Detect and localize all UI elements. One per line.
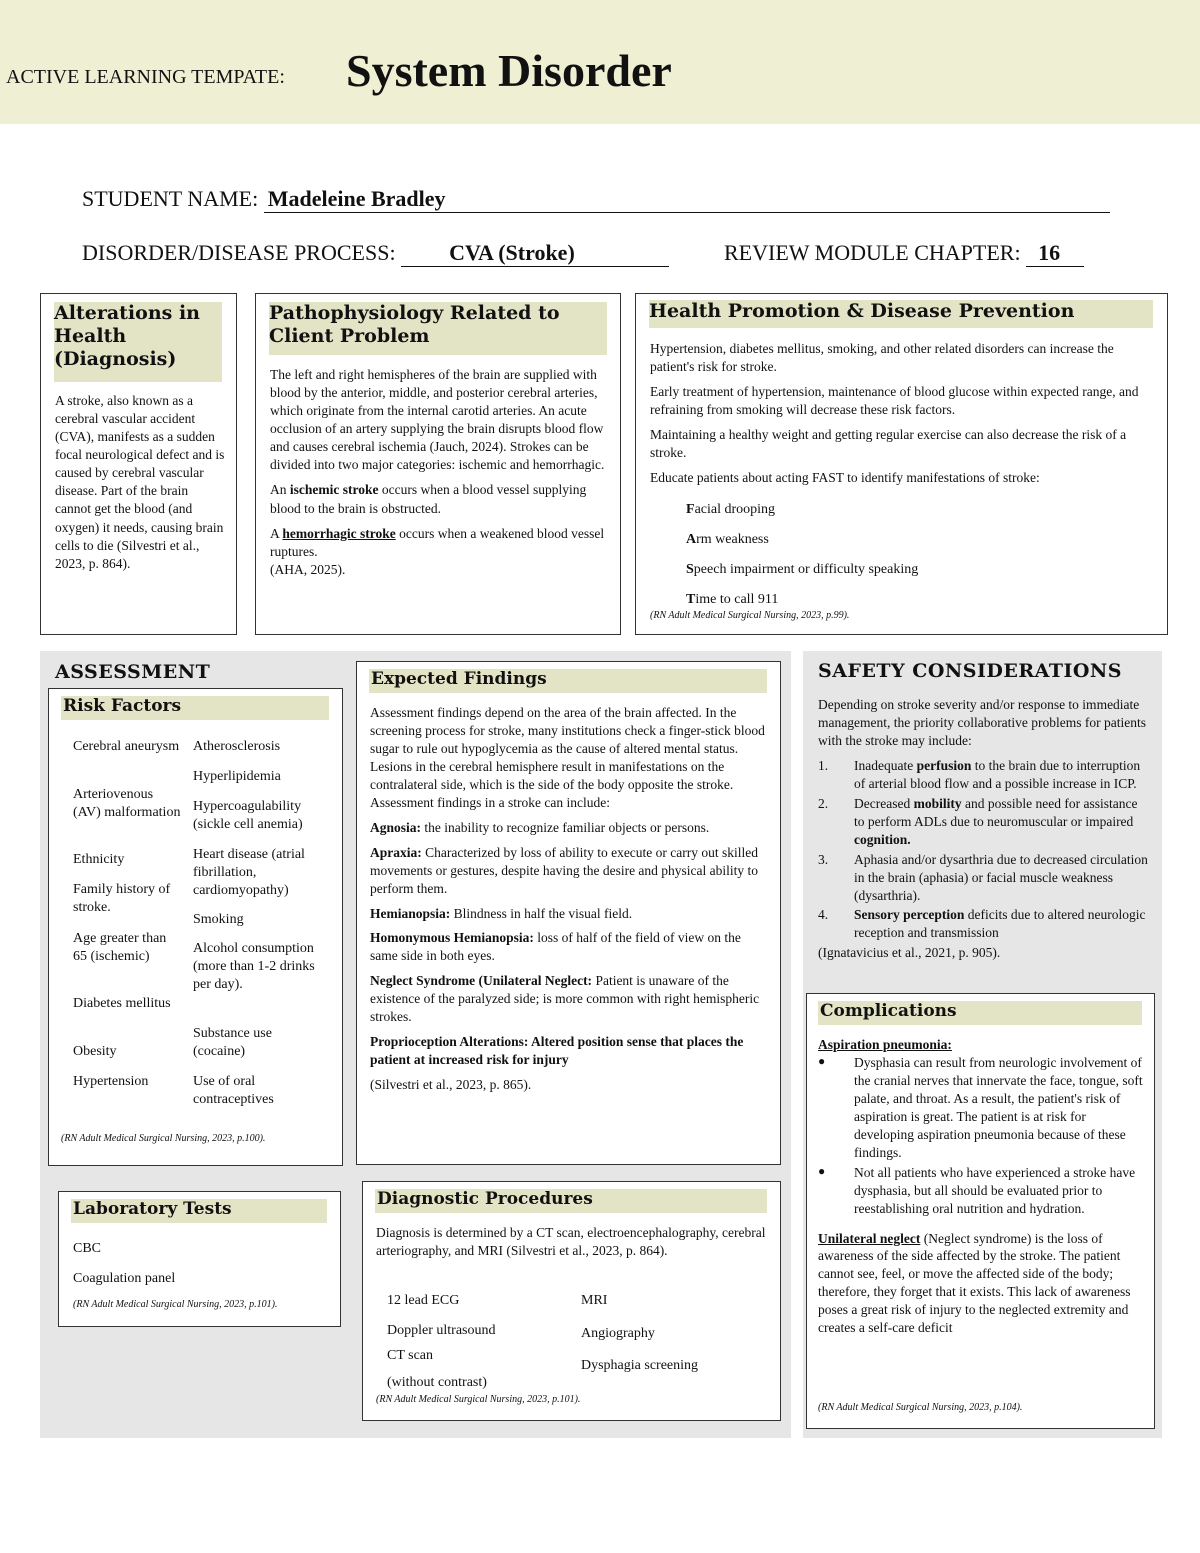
lab-coagulation-panel: Coagulation panel — [73, 1271, 176, 1286]
risk-diabetes: Diabetes mellitus — [73, 996, 171, 1011]
risk-cerebral-aneurysm: Cerebral aneurysm — [73, 739, 180, 754]
complications-box — [806, 993, 1155, 1429]
alterations-body: A stroke, also known as a cerebral vascular accident (CVA), manifests as a sudden focal neurological defect and is caused by cerebral vascular disease. Part of the brain cannot get the blood (and oxygen) it needs, causing brain cells to die (Silvestri et al., 2023, p. 864). — [55, 393, 225, 571]
fast-item-t: Time to call 911 — [686, 592, 779, 607]
risk-age: Age greater than 65 (ischemic) — [73, 931, 167, 965]
diagnostic-procedures-title: Diagnostic Procedures — [375, 1189, 767, 1213]
patho-citation: (AHA, 2025). — [270, 561, 346, 577]
risk-citation: (RN Adult Medical Surgical Nursing, 2023, p.100). — [61, 1133, 266, 1144]
lab-citation: (RN Adult Medical Surgical Nursing, 2023, p.101). — [73, 1299, 278, 1310]
chapter-label: REVIEW MODULE CHAPTER: — [724, 240, 1021, 265]
patho-paragraph-1: The left and right hemispheres of the brain are supplied with blood by the anterior, middle, and posterior cerebral arteries, which originate from the internal carotid arteries. An acute occlusion of an artery supplying the brain disrupts blood flow and causes cerebral ischemia (Jauch, 2024). Strokes can be divided into two major categories: ischemic and hemorrhagic. — [270, 367, 605, 473]
safety-item-3: 3. Aphasia and/or dysarthria due to decreased circulation in the brain (aphasia) or facial muscle weakness (dysarthria). — [818, 851, 1148, 903]
risk-ethnicity: Ethnicity — [73, 852, 125, 867]
unilateral-neglect-paragraph: Unilateral neglect (Neglect syndrome) is the loss of awareness of the side affected by the stroke. The patient cannot see, feel, or move the affected side of the body; therefore, they forget that it exists. This lack of awareness poses a great risk of injury to the neglected extremity and creates a self-care deficit — [818, 1230, 1131, 1336]
aspiration-bullet-1: ● Dysphasia can result from neurologic involvement of the cranial nerves that innervate the face, tongue, soft palate, and throat. As a result, the patient's risk of aspiration is great. The patient is at risk for developing aspiration pneumonia because of these findings. — [818, 1053, 1143, 1160]
page-title: System Disorder — [346, 45, 672, 96]
pathophysiology-box — [255, 293, 621, 635]
finding-agnosia: Agnosia: the inability to recognize familiar objects or persons. — [370, 819, 710, 835]
hemorrhagic-term: hemorrhagic stroke — [282, 525, 396, 541]
expected-intro: Assessment findings depend on the area of the brain affected. In the screening process for stroke, many institutions check a finger-stick blood sugar to rule out hypoglycemia as the cause of altered mental status. Lesions in the cerebral hemisphere result in manifestations on the contralateral side, which is the side of the body opposite the stroke. Assessment findings in a stroke can include: — [370, 705, 765, 810]
risk-av-malformation: Arteriovenous (AV) malformation — [73, 787, 181, 821]
health-citation: (RN Adult Medical Surgical Nursing, 2023, p.99). — [650, 610, 850, 621]
fast-item-a: Arm weakness — [686, 532, 769, 547]
risk-substance-use: Substance use (cocaine) — [193, 1026, 272, 1060]
diag-mri: MRI — [581, 1293, 608, 1308]
safety-body — [818, 696, 1150, 962]
disorder-row — [82, 240, 669, 267]
diagnostic-citation: (RN Adult Medical Surgical Nursing, 2023, p.101). — [376, 1394, 581, 1405]
risk-smoking: Smoking — [193, 912, 244, 927]
patho-paragraph-2: An ischemic stroke occurs when a blood vessel supplying blood to the brain is obstructed. — [270, 482, 587, 516]
chapter-row — [724, 240, 1084, 267]
complications-citation: (RN Adult Medical Surgical Nursing, 2023, p.104). — [818, 1402, 1023, 1413]
health-paragraph-3: Maintaining a healthy weight and getting regular exercise can also decrease the risk of a stroke. — [650, 427, 1127, 461]
health-paragraph-2: Early treatment of hypertension, maintenance of blood glucose within expected range, and refraining from smoking will decrease these risk factors. — [650, 384, 1139, 418]
risk-obesity: Obesity — [73, 1044, 117, 1059]
template-prefix: ACTIVE LEARNING TEMPATE: — [6, 66, 285, 88]
safety-list — [818, 757, 1150, 943]
risk-hyperlipidemia: Hyperlipidemia — [193, 769, 281, 784]
ischemic-term: ischemic stroke — [289, 482, 379, 498]
health-paragraph-1: Hypertension, diabetes mellitus, smoking, and other related disorders can increase the patient's risk for stroke. — [650, 341, 1114, 375]
alterations-title: Alterations in Health (Diagnosis) — [54, 302, 222, 382]
safety-title: SAFETY CONSIDERATIONS — [818, 660, 1123, 682]
expected-citation: (Silvestri et al., 2023, p. 865). — [370, 1077, 532, 1093]
safety-item-2: 2. Decreased mobility and possible need for assistance to perform ADLs due to neuromuscular or impaired cognition. — [818, 795, 1138, 847]
safety-item-1: 1. Inadequate perfusion to the brain due to interruption of arterial blood flow and a possible increase in ICP. — [818, 757, 1141, 791]
diag-ecg: 12 lead ECG — [387, 1293, 460, 1308]
complications-body — [818, 1036, 1148, 1344]
alterations-box — [40, 293, 237, 635]
expected-findings-body — [370, 704, 768, 1094]
health-paragraph-4: Educate patients about acting FAST to identify manifestations of stroke: — [650, 470, 1040, 486]
safety-citation: (Ignatavicius et al., 2021, p. 905). — [818, 945, 1001, 961]
diag-ct-scan: CT scan — [387, 1348, 434, 1363]
aspiration-pneumonia-title: Aspiration pneumonia: — [818, 1037, 952, 1052]
aspiration-bullet-2: ● Not all patients who have experienced a stroke have dysphasia, but all should be evaluated prior to reestablishing oral nutrition and hydration. — [818, 1163, 1136, 1216]
student-name-label: STUDENT NAME: — [82, 186, 259, 211]
safety-item-4: 4. Sensory perception deficits due to altered neurologic reception and transmission — [818, 907, 1146, 941]
disorder-value: CVA (Stroke) — [401, 240, 669, 267]
diag-doppler: Doppler ultrasound — [387, 1323, 496, 1338]
student-name-value: Madeleine Bradley — [264, 186, 1110, 213]
aspiration-list — [818, 1054, 1148, 1218]
chapter-value: 16 — [1026, 240, 1084, 267]
patho-paragraph-3: A hemorrhagic stroke occurs when a weakened blood vessel ruptures. — [270, 525, 605, 559]
finding-neglect-syndrome: Neglect Syndrome (Unilateral Neglect: Patient is unaware of the existence of the paralyzed side; is more common with right hemispheric strokes. — [370, 973, 760, 1025]
disorder-label: DISORDER/DISEASE PROCESS: — [82, 240, 396, 265]
pathophysiology-title: Pathophysiology Related to Client Problem — [269, 302, 607, 355]
risk-oral-contraceptives: Use of oral contraceptives — [193, 1074, 274, 1108]
risk-hypertension: Hypertension — [73, 1074, 149, 1089]
assessment-title: ASSESSMENT — [55, 661, 211, 683]
complications-title: Complications — [818, 1001, 1142, 1025]
expected-findings-title: Expected Findings — [369, 669, 767, 693]
unilateral-neglect-term: Unilateral neglect — [818, 1230, 921, 1246]
fast-item-f: Facial drooping — [686, 502, 776, 517]
risk-factors-title: Risk Factors — [61, 696, 329, 720]
fast-item-s: Speech impairment or difficulty speaking — [686, 562, 919, 577]
safety-intro: Depending on stroke severity and/or response to immediate management, the priority collaborative problems for patients with the stroke may include: — [818, 697, 1147, 748]
lab-tests-box — [58, 1191, 341, 1327]
risk-hypercoagulability: Hypercoagulability (sickle cell anemia) — [193, 799, 303, 833]
risk-family-history: Family history of stroke. — [73, 882, 171, 916]
diagnostic-procedures-box — [362, 1181, 781, 1421]
lab-cbc: CBC — [73, 1241, 102, 1256]
pathophysiology-body — [270, 366, 606, 579]
finding-proprioception: Proprioception Alterations: Altered position sense that places the patient at increased risk for injury — [370, 1034, 744, 1068]
diag-without-contrast: (without contrast) — [387, 1375, 487, 1390]
risk-factors-box — [48, 688, 343, 1166]
diag-dysphagia-screening: Dysphagia screening — [581, 1358, 699, 1373]
lab-tests-title: Laboratory Tests — [71, 1199, 327, 1223]
finding-apraxia: Apraxia: Characterized by loss of ability to execute or carry out skilled movements or gestures, despite having the desire and physical ability to perform them. — [370, 844, 759, 896]
diagnostic-intro: Diagnosis is determined by a CT scan, electroencephalography, cerebral arteriography, and MRI (Silvestri et al., 2023, p. 864). — [376, 1225, 766, 1258]
health-promotion-body — [650, 340, 1154, 495]
risk-heart-disease: Heart disease (atrial fibrillation, cardiomyopathy) — [193, 847, 305, 899]
risk-alcohol: Alcohol consumption (more than 1-2 drinks per day). — [193, 941, 315, 993]
expected-findings-box — [356, 661, 781, 1165]
diag-angiography: Angiography — [581, 1326, 655, 1341]
risk-atherosclerosis: Atherosclerosis — [193, 739, 281, 754]
finding-hemianopsia: Hemianopsia: Blindness in half the visual field. — [370, 905, 633, 921]
finding-homonymous-hemianopsia: Homonymous Hemianopsia: loss of half of the field of view on the same side in both eyes. — [370, 930, 741, 964]
health-promotion-box — [635, 293, 1168, 635]
header-band — [0, 0, 1200, 124]
student-name-row — [82, 186, 1110, 213]
health-promotion-title: Health Promotion & Disease Prevention — [649, 300, 1153, 328]
